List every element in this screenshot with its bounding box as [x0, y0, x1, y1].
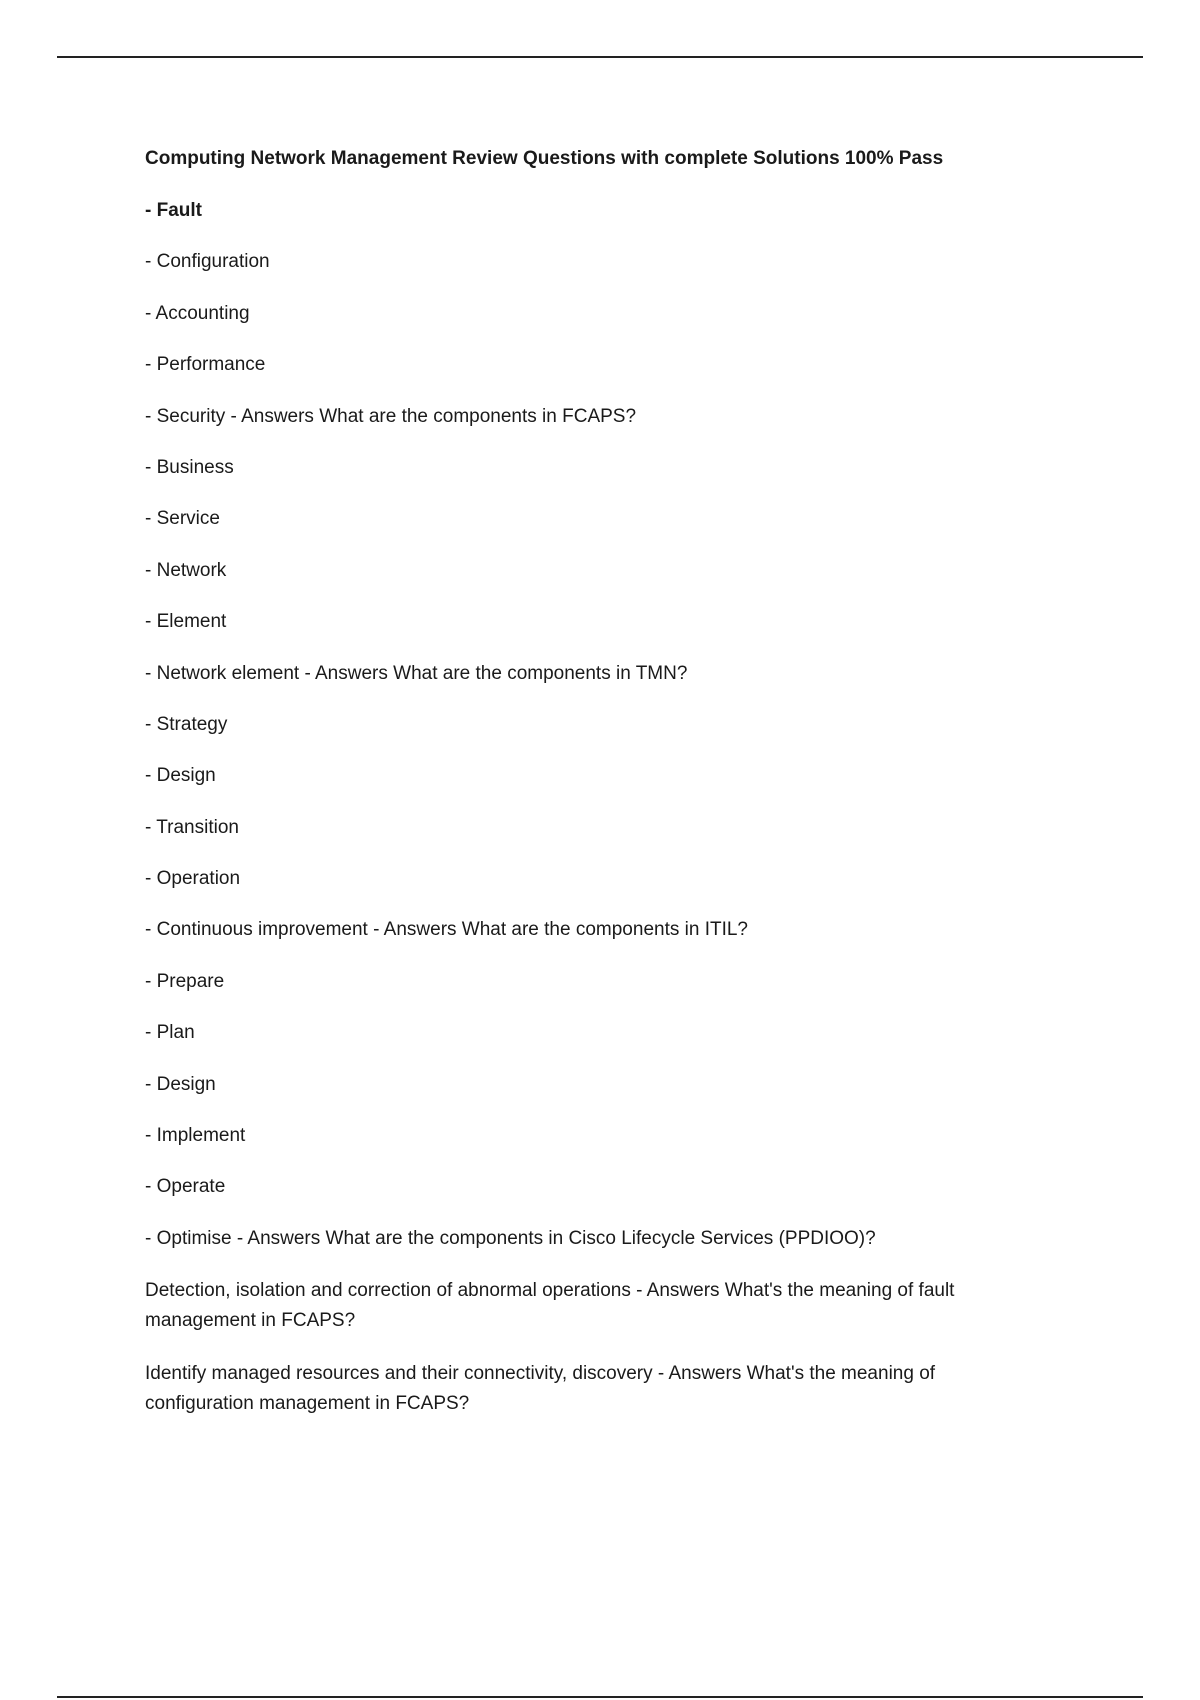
list-item: - Plan	[145, 1022, 195, 1044]
document-body	[145, 145, 1045, 1442]
answer-paragraph: Identify managed resources and their connectivity, discovery - Answers What's the meaning of configuration management in FCAPS?	[145, 1363, 936, 1415]
list-item: - Network element - Answers What are the components in TMN?	[145, 662, 688, 684]
list-item: - Performance	[145, 354, 266, 376]
list-item: - Operate	[145, 1176, 226, 1198]
list-item: - Transition	[145, 816, 239, 838]
list-item: - Prepare	[145, 970, 225, 992]
answer-list	[145, 197, 1045, 1253]
list-item: - Service	[145, 508, 220, 530]
list-item: - Design	[145, 765, 216, 787]
list-item: - Implement	[145, 1125, 246, 1147]
list-item: - Continuous improvement - Answers What are the components in ITIL?	[145, 919, 748, 941]
answer-paragraph: Detection, isolation and correction of abnormal operations - Answers What's the meaning of fault management in FCAPS?	[145, 1280, 955, 1332]
footer-rule	[57, 1696, 1143, 1698]
list-item: - Security - Answers What are the components in FCAPS?	[145, 405, 637, 427]
header-rule	[57, 56, 1143, 58]
list-item: - Business	[145, 456, 234, 478]
list-item: - Element	[145, 611, 227, 633]
list-item: - Configuration	[145, 251, 270, 273]
list-item: - Fault	[145, 200, 202, 221]
list-item: - Operation	[145, 868, 241, 890]
list-item: - Design	[145, 1073, 216, 1095]
list-item: - Optimise - Answers What are the components in Cisco Lifecycle Services (PPDIOO)?	[145, 1227, 876, 1249]
document-title: Computing Network Management Review Questions with complete Solutions 100% Pass	[145, 148, 944, 169]
list-item: - Network	[145, 559, 227, 581]
list-item: - Strategy	[145, 713, 228, 735]
list-item: - Accounting	[145, 302, 250, 324]
